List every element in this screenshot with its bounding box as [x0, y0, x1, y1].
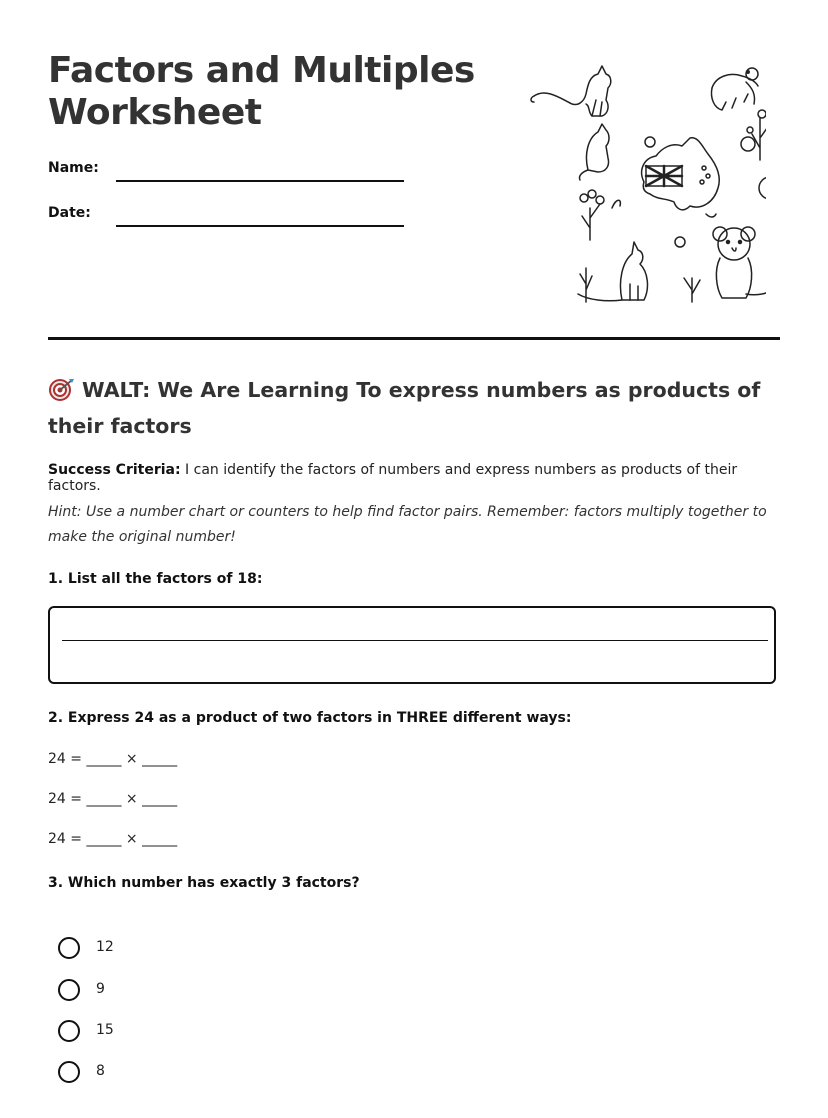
plant-icon — [580, 212, 766, 302]
koala-icon — [713, 227, 766, 298]
dot-icon — [741, 137, 755, 151]
radio-button[interactable] — [58, 1020, 80, 1042]
target-icon — [48, 377, 76, 401]
hint-text: Hint: Use a number chart or counters to help find factor pairs. Remember: factors multiply together to make the original number! — [48, 504, 767, 545]
question-1: 1. List all the factors of 18: — [48, 571, 263, 587]
walt-text: WALT: We Are Learning To express numbers as products of their factors — [48, 378, 761, 438]
q1-answer-line — [62, 640, 768, 641]
date-field[interactable] — [116, 225, 404, 227]
section-divider — [48, 337, 780, 340]
q1-answer-box[interactable] — [48, 606, 776, 684]
q3-option-label: 12 — [96, 939, 114, 955]
dot-icon — [645, 137, 655, 147]
wallaby-icon — [579, 124, 609, 180]
kangaroo-icon — [531, 66, 611, 116]
success-criteria-label: Success Criteria: — [48, 462, 181, 478]
kangaroo-icon — [578, 242, 647, 301]
q2-equation-2[interactable]: 24 = _____ × _____ — [48, 791, 178, 807]
q2-equation-3[interactable]: 24 = _____ × _____ — [48, 831, 178, 847]
dot-icon — [759, 177, 766, 199]
date-label: Date: — [48, 205, 91, 221]
australia-map-icon — [642, 138, 720, 217]
flower-icon — [580, 190, 620, 240]
radio-button[interactable] — [58, 979, 80, 1001]
q2-equation-1[interactable]: 24 = _____ × _____ — [48, 751, 178, 767]
q3-option-label: 15 — [96, 1022, 114, 1038]
success-criteria-text: I can identify the factors of numbers and express numbers as products of their factors. — [48, 462, 738, 494]
flower-icon — [747, 110, 766, 160]
worksheet-title: Factors and Multiples Worksheet — [48, 50, 475, 133]
dot-icon — [675, 237, 685, 247]
question-3: 3. Which number has exactly 3 factors? — [48, 875, 360, 891]
radio-button[interactable] — [58, 1061, 80, 1083]
walt-heading — [48, 372, 780, 444]
australian-animals-illustration — [526, 58, 766, 308]
q3-option-label: 9 — [96, 981, 105, 997]
success-criteria — [48, 462, 780, 494]
name-field[interactable] — [116, 180, 404, 182]
koala-icon — [711, 68, 758, 110]
name-label: Name: — [48, 160, 99, 176]
radio-button[interactable] — [58, 937, 80, 959]
question-2: 2. Express 24 as a product of two factors in THREE different ways: — [48, 710, 572, 726]
q3-option-label: 8 — [96, 1063, 105, 1079]
